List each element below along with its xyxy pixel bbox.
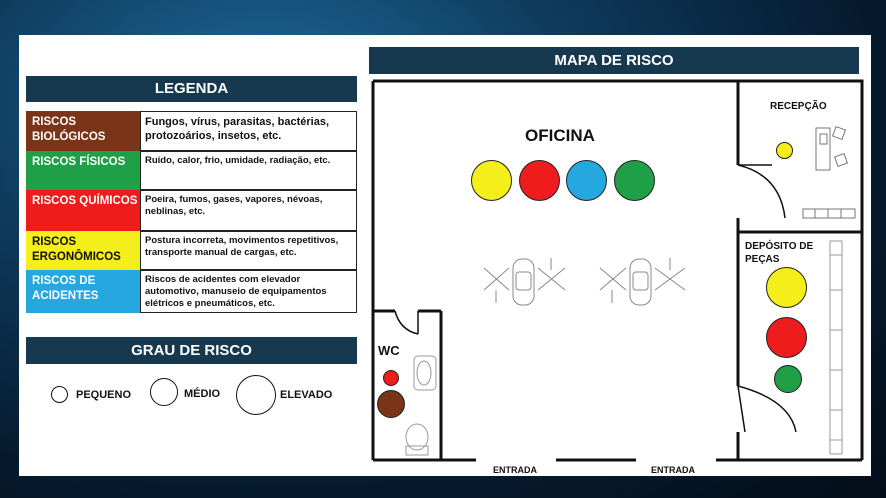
deposit-shelf [830, 241, 842, 454]
reception-bench [803, 209, 855, 218]
wc-door-swing [395, 311, 418, 334]
wc-marker-biologicos [377, 390, 405, 418]
deposito-marker-fisicos [774, 365, 802, 393]
grau-elevado-label: ELEVADO [280, 389, 333, 401]
legend-description: Riscos de acidentes com elevador automotivo, manuseio de equipamentos elétricos e pneumáticos, etc. [140, 270, 357, 313]
room-label-recepcao: RECEPÇÃO [770, 101, 827, 112]
reception-door-swing [738, 165, 785, 218]
car-lifts [484, 258, 685, 305]
legend-category: RISCOS ERGONÔMICOS [26, 231, 140, 270]
oficina-marker-acidentes [566, 160, 607, 201]
legend-title: LEGENDA [26, 76, 357, 102]
map-title: MAPA DE RISCO [369, 47, 859, 74]
oficina-marker-fisicos [614, 160, 655, 201]
car-lift-2 [600, 258, 685, 305]
monitor [820, 134, 827, 144]
legend-description: Fungos, vírus, parasitas, bactérias, protozoários, insetos, etc. [140, 111, 357, 151]
sink-basin [417, 361, 431, 385]
grau-medio-label: MÉDIO [184, 388, 221, 400]
entrance-label-2: ENTRADA [651, 465, 695, 475]
car-lift-1 [484, 258, 565, 305]
deposito-marker-ergonomicos [766, 267, 807, 308]
chair-1 [833, 127, 846, 140]
legend-category: RISCOS QUÍMICOS [26, 190, 140, 231]
oficina-marker-quimicos [519, 160, 560, 201]
entrance-label-1: ENTRADA [493, 465, 537, 475]
recepcao-marker-ergonomicos [776, 142, 793, 159]
legend-category: RISCOS FÍSICOS [26, 151, 140, 190]
legend-description: Poeira, fumos, gases, vapores, névoas, neblinas, etc. [140, 190, 357, 231]
oficina-marker-ergonomicos [471, 160, 512, 201]
room-label-wc: WC [378, 343, 400, 358]
legend-category: RISCOS BIOLÓGICOS [26, 111, 140, 151]
wc-marker-quimicos [383, 370, 399, 386]
doors [395, 165, 796, 432]
room-label-deposito: DEPÓSITO DE PEÇAS [745, 241, 814, 265]
legend-category: RISCOS DE ACIDENTES [26, 270, 140, 313]
legend-description: Postura incorreta, movimentos repetitivos, transporte manual de cargas, etc. [140, 231, 357, 270]
room-label-oficina: OFICINA [525, 126, 595, 145]
wc-fixtures [406, 356, 436, 455]
deposit-door-leaf [738, 386, 745, 432]
reception-furniture [803, 127, 855, 218]
deposito-marker-quimicos [766, 317, 807, 358]
chair-2 [835, 154, 848, 167]
legend-description: Ruído, calor, frio, umidade, radiação, etc. [140, 151, 357, 190]
grau-pequeno-label: PEQUENO [76, 389, 132, 401]
grau-de-risco-title: GRAU DE RISCO [26, 337, 357, 364]
